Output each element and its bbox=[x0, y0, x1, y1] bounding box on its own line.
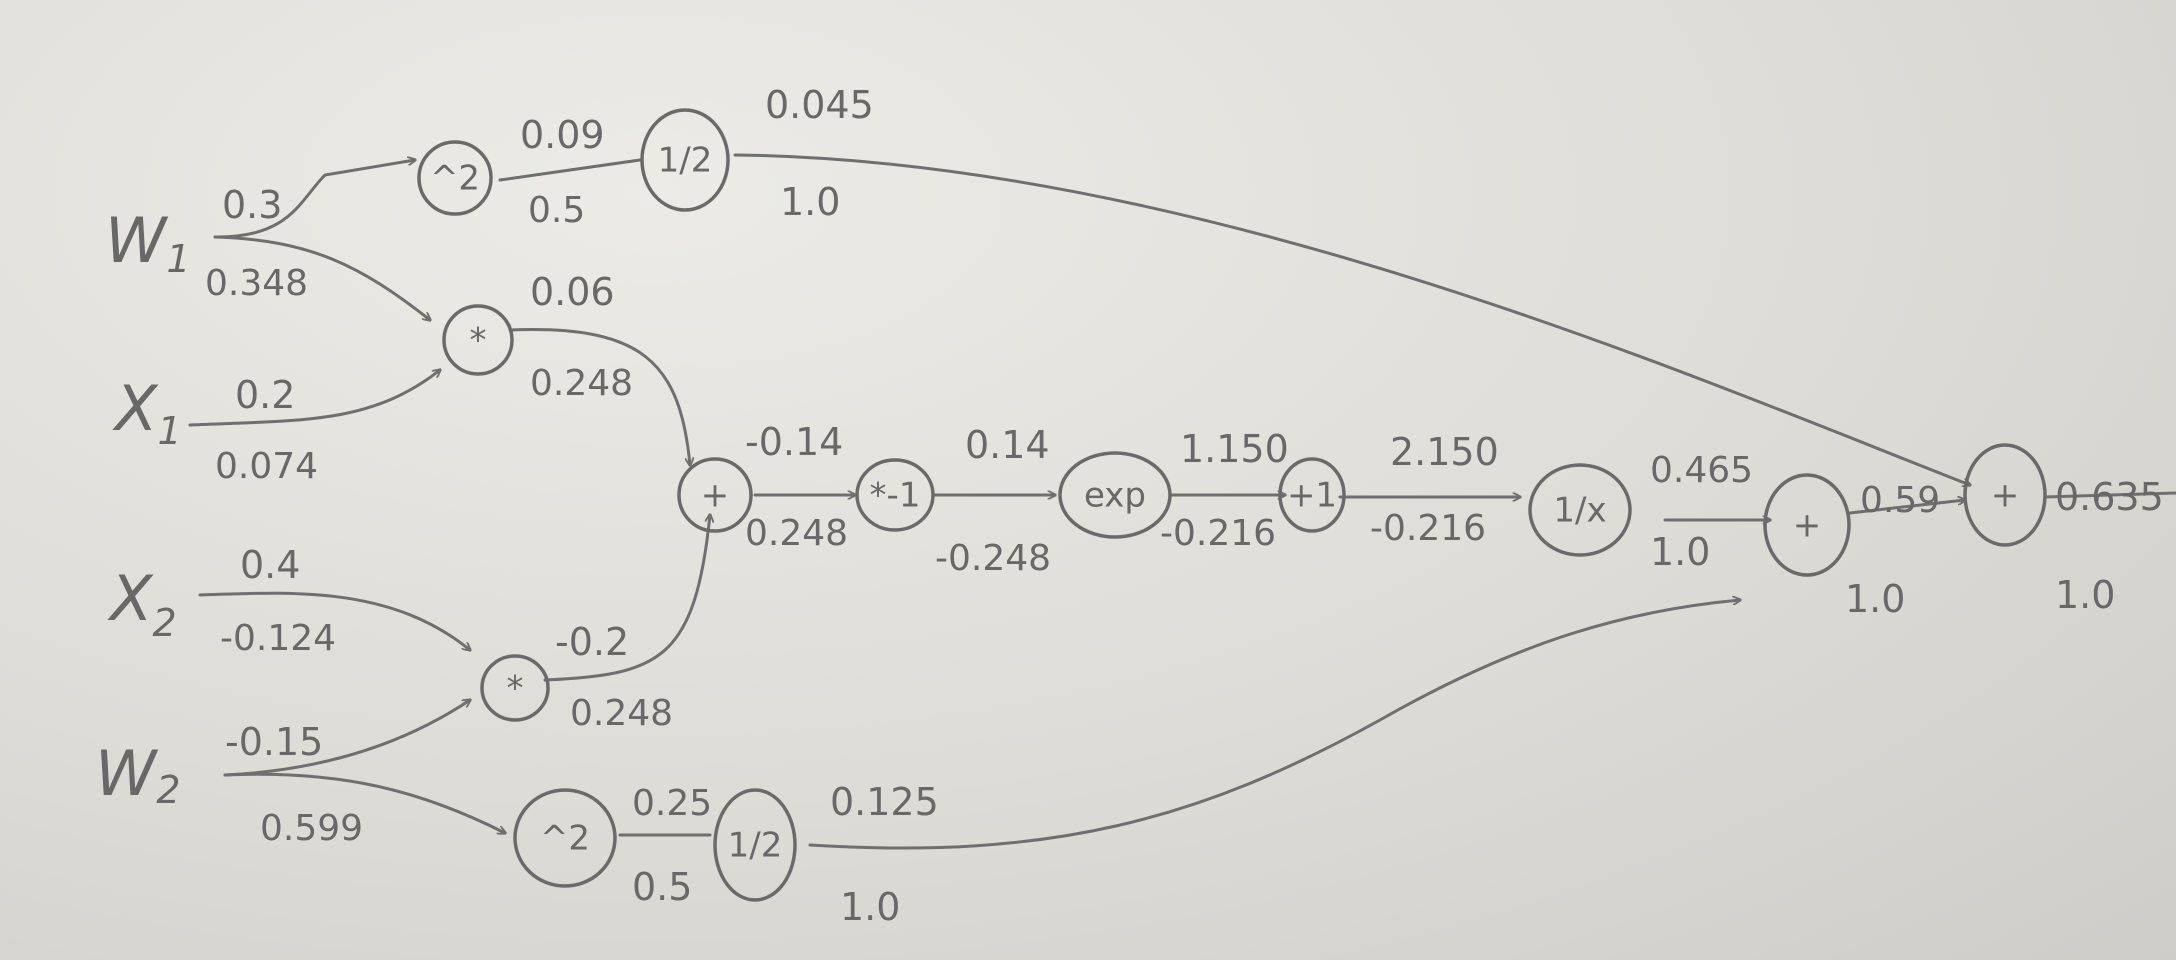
half1-out-value: 0.045 bbox=[765, 83, 874, 127]
node-multiply-1 bbox=[444, 306, 512, 374]
add2-out-grad: 1.0 bbox=[1845, 577, 1906, 621]
exp-out-grad: -0.216 bbox=[1160, 513, 1277, 554]
node-half-1-label: 1/2 bbox=[657, 140, 713, 181]
sq1-out-grad: 0.5 bbox=[528, 190, 586, 231]
x2-grad: -0.124 bbox=[220, 618, 337, 659]
node-negate bbox=[857, 460, 933, 530]
node-multiply-1-label: * bbox=[469, 320, 487, 361]
node-plus-one-label: +1 bbox=[1286, 475, 1338, 516]
add3-out-grad: 1.0 bbox=[2055, 573, 2116, 617]
half2-out-value: 0.125 bbox=[830, 780, 939, 824]
node-multiply-2 bbox=[482, 656, 548, 720]
add1-out-value: -0.14 bbox=[745, 420, 844, 464]
node-add-2-label: + bbox=[1792, 505, 1822, 546]
sq2-out-grad: 0.5 bbox=[632, 865, 693, 909]
node-reciprocal-label: 1/x bbox=[1553, 490, 1607, 531]
node-half-2 bbox=[715, 790, 795, 900]
node-half-1 bbox=[642, 110, 728, 210]
edge-x1-mul1 bbox=[190, 370, 440, 425]
neg-out-value: 0.14 bbox=[965, 423, 1050, 467]
node-exp bbox=[1060, 453, 1170, 537]
node-reciprocal bbox=[1530, 465, 1630, 555]
node-square-1-label: ^2 bbox=[429, 158, 481, 199]
neg-out-grad: -0.248 bbox=[935, 538, 1052, 579]
node-square-2 bbox=[515, 790, 615, 886]
add2-out-value: 0.59 bbox=[1860, 480, 1941, 521]
add1-out-grad: 0.248 bbox=[745, 513, 849, 554]
edge-half2-add2 bbox=[810, 600, 1740, 848]
node-negate-label: *-1 bbox=[869, 475, 921, 516]
half2-out-grad: 1.0 bbox=[840, 885, 901, 929]
node-multiply-2-label: * bbox=[506, 668, 524, 709]
input-x2-label: $X_2$ bbox=[110, 562, 177, 645]
node-add-3-label: + bbox=[1990, 475, 2020, 516]
mul1-out-grad: 0.248 bbox=[530, 363, 634, 404]
x1-value: 0.2 bbox=[235, 373, 296, 417]
w2-grad: 0.599 bbox=[260, 808, 364, 849]
node-square-1 bbox=[419, 142, 491, 214]
edge-sq1-half1 bbox=[500, 160, 640, 180]
inv-out-grad: 1.0 bbox=[1650, 530, 1711, 574]
node-plus-one bbox=[1280, 459, 1344, 531]
sq1-out-value: 0.09 bbox=[520, 113, 605, 157]
mul2-out-value: -0.2 bbox=[555, 620, 630, 664]
edge-half1-add3 bbox=[735, 155, 1970, 485]
w1-value: 0.3 bbox=[222, 183, 283, 227]
input-numbers bbox=[205, 183, 363, 849]
w1-grad: 0.348 bbox=[205, 263, 309, 304]
w2-value: -0.15 bbox=[225, 720, 324, 764]
mul1-out-value: 0.06 bbox=[530, 270, 615, 314]
add3-out-value: 0.635 bbox=[2055, 475, 2164, 519]
mul2-out-grad: 0.248 bbox=[570, 693, 674, 734]
node-square-2-label: ^2 bbox=[539, 818, 591, 859]
node-add-1-label: + bbox=[700, 475, 730, 516]
plus1-out-grad: -0.216 bbox=[1370, 508, 1487, 549]
exp-out-value: 1.150 bbox=[1180, 427, 1289, 471]
half1-out-grad: 1.0 bbox=[780, 180, 841, 224]
node-add-3 bbox=[1965, 445, 2045, 545]
x1-grad: 0.074 bbox=[215, 446, 319, 487]
plus1-out-value: 2.150 bbox=[1390, 430, 1499, 474]
x2-value: 0.4 bbox=[240, 543, 301, 587]
node-add-2 bbox=[1765, 475, 1849, 575]
input-w1-label: W1 bbox=[105, 204, 191, 281]
input-w2-label: W2 bbox=[95, 737, 181, 812]
input-x1-label: $X_1$ bbox=[115, 372, 182, 453]
node-exp-label: exp bbox=[1083, 475, 1147, 516]
inv-out-value: 0.465 bbox=[1650, 450, 1754, 491]
node-half-2-label: 1/2 bbox=[727, 825, 783, 866]
sq2-out-value: 0.25 bbox=[632, 783, 713, 824]
input-labels bbox=[95, 204, 191, 812]
node-add-1 bbox=[679, 459, 751, 531]
